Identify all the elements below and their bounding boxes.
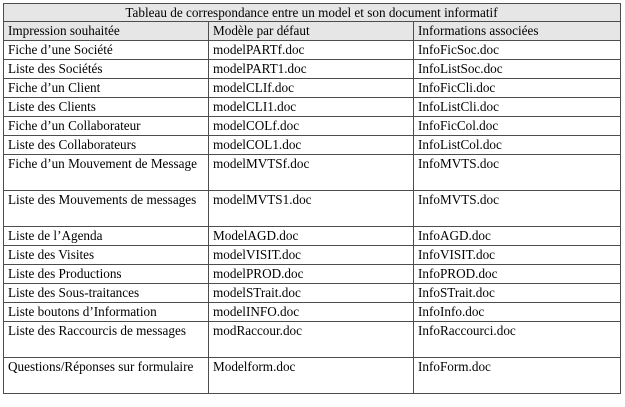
cell-impression: Liste de l’Agenda (4, 227, 209, 246)
cell-modele: modelPART1.doc (209, 60, 414, 79)
cell-impression: Fiche d’un Mouvement de Message (4, 155, 209, 191)
cell-informations: InfoPROD.doc (414, 265, 621, 284)
cell-informations: InfoRaccourci.doc (414, 322, 621, 358)
cell-modele: modelVISIT.doc (209, 246, 414, 265)
cell-informations: InfoListSoc.doc (414, 60, 621, 79)
document-page (3, 3, 620, 401)
table-row (4, 265, 621, 284)
column-header-impression: Impression souhaitée (4, 22, 209, 41)
cell-modele: Modelform.doc (209, 358, 414, 394)
cell-impression: Fiche d’une Société (4, 41, 209, 60)
table-row (4, 41, 621, 60)
table-row (4, 98, 621, 117)
cell-informations: InfoFicCli.doc (414, 79, 621, 98)
table-row (4, 191, 621, 227)
cell-modele: modelMVTSf.doc (209, 155, 414, 191)
table-row (4, 60, 621, 79)
table-row (4, 136, 621, 155)
table-row (4, 155, 621, 191)
cell-impression: Questions/Réponses sur formulaire (4, 358, 209, 394)
table-title-row (4, 4, 621, 22)
cell-informations: InfoMVTS.doc (414, 191, 621, 227)
table-row (4, 303, 621, 322)
cell-informations: InfoSTrait.doc (414, 284, 621, 303)
cell-informations: InfoVISIT.doc (414, 246, 621, 265)
cell-modele: modelCLIf.doc (209, 79, 414, 98)
cell-informations: InfoInfo.doc (414, 303, 621, 322)
cell-modele: modelINFO.doc (209, 303, 414, 322)
cell-modele: modelPARTf.doc (209, 41, 414, 60)
column-header-modele: Modèle par défaut (209, 22, 414, 41)
cell-informations: InfoForm.doc (414, 358, 621, 394)
cell-impression: Liste boutons d’Information (4, 303, 209, 322)
cell-impression: Liste des Productions (4, 265, 209, 284)
cell-impression: Liste des Sous-traitances (4, 284, 209, 303)
cell-modele: modelCOL1.doc (209, 136, 414, 155)
cell-informations: InfoAGD.doc (414, 227, 621, 246)
cell-modele: modelMVTS1.doc (209, 191, 414, 227)
cell-impression: Liste des Mouvements de messages (4, 191, 209, 227)
cell-impression: Fiche d’un Client (4, 79, 209, 98)
table-row (4, 358, 621, 394)
cell-impression: Liste des Sociétés (4, 60, 209, 79)
table-row (4, 117, 621, 136)
column-header-informations: Informations associées (414, 22, 621, 41)
cell-informations: InfoFicSoc.doc (414, 41, 621, 60)
cell-informations: InfoFicCol.doc (414, 117, 621, 136)
cell-informations: InfoMVTS.doc (414, 155, 621, 191)
table-row (4, 227, 621, 246)
cell-modele: modelCLI1.doc (209, 98, 414, 117)
cell-informations: InfoListCli.doc (414, 98, 621, 117)
cell-modele: modelCOLf.doc (209, 117, 414, 136)
cell-modele: ModelAGD.doc (209, 227, 414, 246)
cell-modele: modRaccour.doc (209, 322, 414, 358)
correspondence-table (3, 3, 621, 394)
cell-modele: modelSTrait.doc (209, 284, 414, 303)
table-header-row (4, 22, 621, 41)
cell-impression: Fiche d’un Collaborateur (4, 117, 209, 136)
table-row (4, 79, 621, 98)
cell-impression: Liste des Raccourcis de messages (4, 322, 209, 358)
table-row (4, 246, 621, 265)
cell-impression: Liste des Clients (4, 98, 209, 117)
cell-impression: Liste des Collaborateurs (4, 136, 209, 155)
table-row (4, 322, 621, 358)
cell-impression: Liste des Visites (4, 246, 209, 265)
cell-modele: modelPROD.doc (209, 265, 414, 284)
cell-informations: InfoListCol.doc (414, 136, 621, 155)
table-title: Tableau de correspondance entre un model et son document informatif (4, 4, 621, 22)
table-row (4, 284, 621, 303)
